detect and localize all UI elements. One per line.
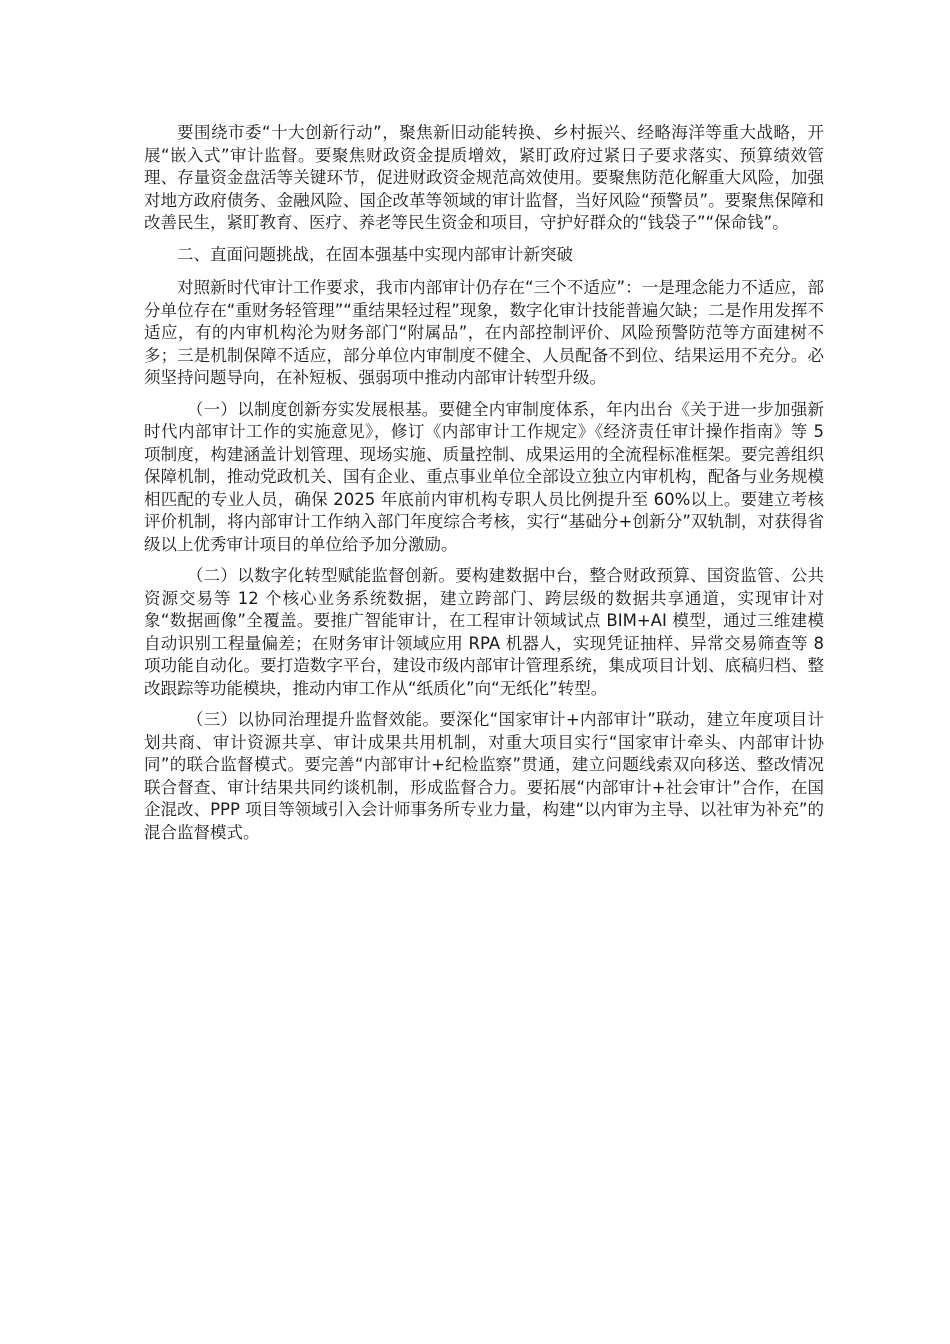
paragraph-strategic-focus: 要围绕市委“十大创新行动”，聚焦新旧动能转换、乡村振兴、经略海洋等重大战略，开展“嵌入式”审计监督。要聚焦财政资金提质增效，紧盯政府过紧日子要求落实、预算绩效管理、存量资金盘活等关键环节，促进财政资金规范高效使用。要聚焦防范化解重大风险，加强对地方政府债务、金融风险、国企改革等领域的审计监督，当好风险“预警员”。要聚焦保障和改善民生，紧盯教育、医疗、养老等民生资金和项目，守护好群众的“钱袋子”“保命钱”。 xyxy=(144,123,824,232)
paragraph-institutional-innovation: （一）以制度创新夯实发展根基。要健全内审制度体系，年内出台《关于进一步加强新时代内部审计工作的实施意见》，修订《内部审计工作规定》《经济责任审计操作指南》等 5 项制度，构建涵盖计划管理、现场实施、质量控制、成果运用的全流程标准框架。要完善组织保障机制，推动党政机关、国有企业、重点事业单位全部设立独立内审机构，配备与业务规模相匹配的专业人员，确保 2025 年底前内审机构专职人员比例提升至 60%以上。要建立考核评价机制，将内部审计工作纳入部门年度综合考核，实行“基础分+创新分”双轨制，对获得省级以上优秀审计项目的单位给予加分激励。 xyxy=(144,399,824,554)
paragraph-three-mismatches: 对照新时代审计工作要求，我市内部审计仍存在“三个不适应”：一是理念能力不适应，部分单位存在“重财务轻管理”“重结果轻过程”现象，数字化审计技能普遍欠缺；二是作用发挥不适应，有的内审机构沦为财务部门“附属品”，在内部控制评价、风险预警防范等方面建树不多；三是机制保障不适应，部分单位内审制度不健全、人员配备不到位、结果运用不充分。必须坚持问题导向，在补短板、强弱项中推动内部审计转型升级。 xyxy=(144,278,824,387)
paragraph-collaborative-governance: （三）以协同治理提升监督效能。要深化“国家审计+内部审计”联动，建立年度项目计划共商、审计资源共享、审计成果共用机制，对重大项目实行“国家审计牵头、内部审计协同”的联合监督模式。要完善“内部审计+纪检监察”贯通，建立问题线索双向移送、整改情况联合督查、审计结果共同约谈机制，形成监督合力。要拓展“内部审计+社会审计”合作，在国企混改、PPP 项目等领域引入会计师事务所专业力量，构建“以内审为主导、以社审为补充”的混合监督模式。 xyxy=(144,710,824,842)
section-heading-2: 二、直面问题挑战，在固本强基中实现内部审计新突破 xyxy=(177,244,573,264)
paragraph-digital-transformation: （二）以数字化转型赋能监督创新。要构建数据中台，整合财政预算、国资监管、公共资源交易等 12 个核心业务系统数据，建立跨部门、跨层级的数据共享通道，实现审计对象“数据画像”全覆盖。要推广智能审计，在工程审计领域试点 BIM+AI 模型，通过三维建模自动识别工程量偏差；在财务审计领域应用 RPA 机器人，实现凭证抽样、异常交易筛查等 8 项功能自动化。要打造数字平台，建设市级内部审计管理系统，集成项目计划、底稿归档、整改跟踪等功能模块，推动内审工作从“纸质化”向“无纸化”转型。 xyxy=(144,566,824,698)
document-body xyxy=(144,122,824,853)
